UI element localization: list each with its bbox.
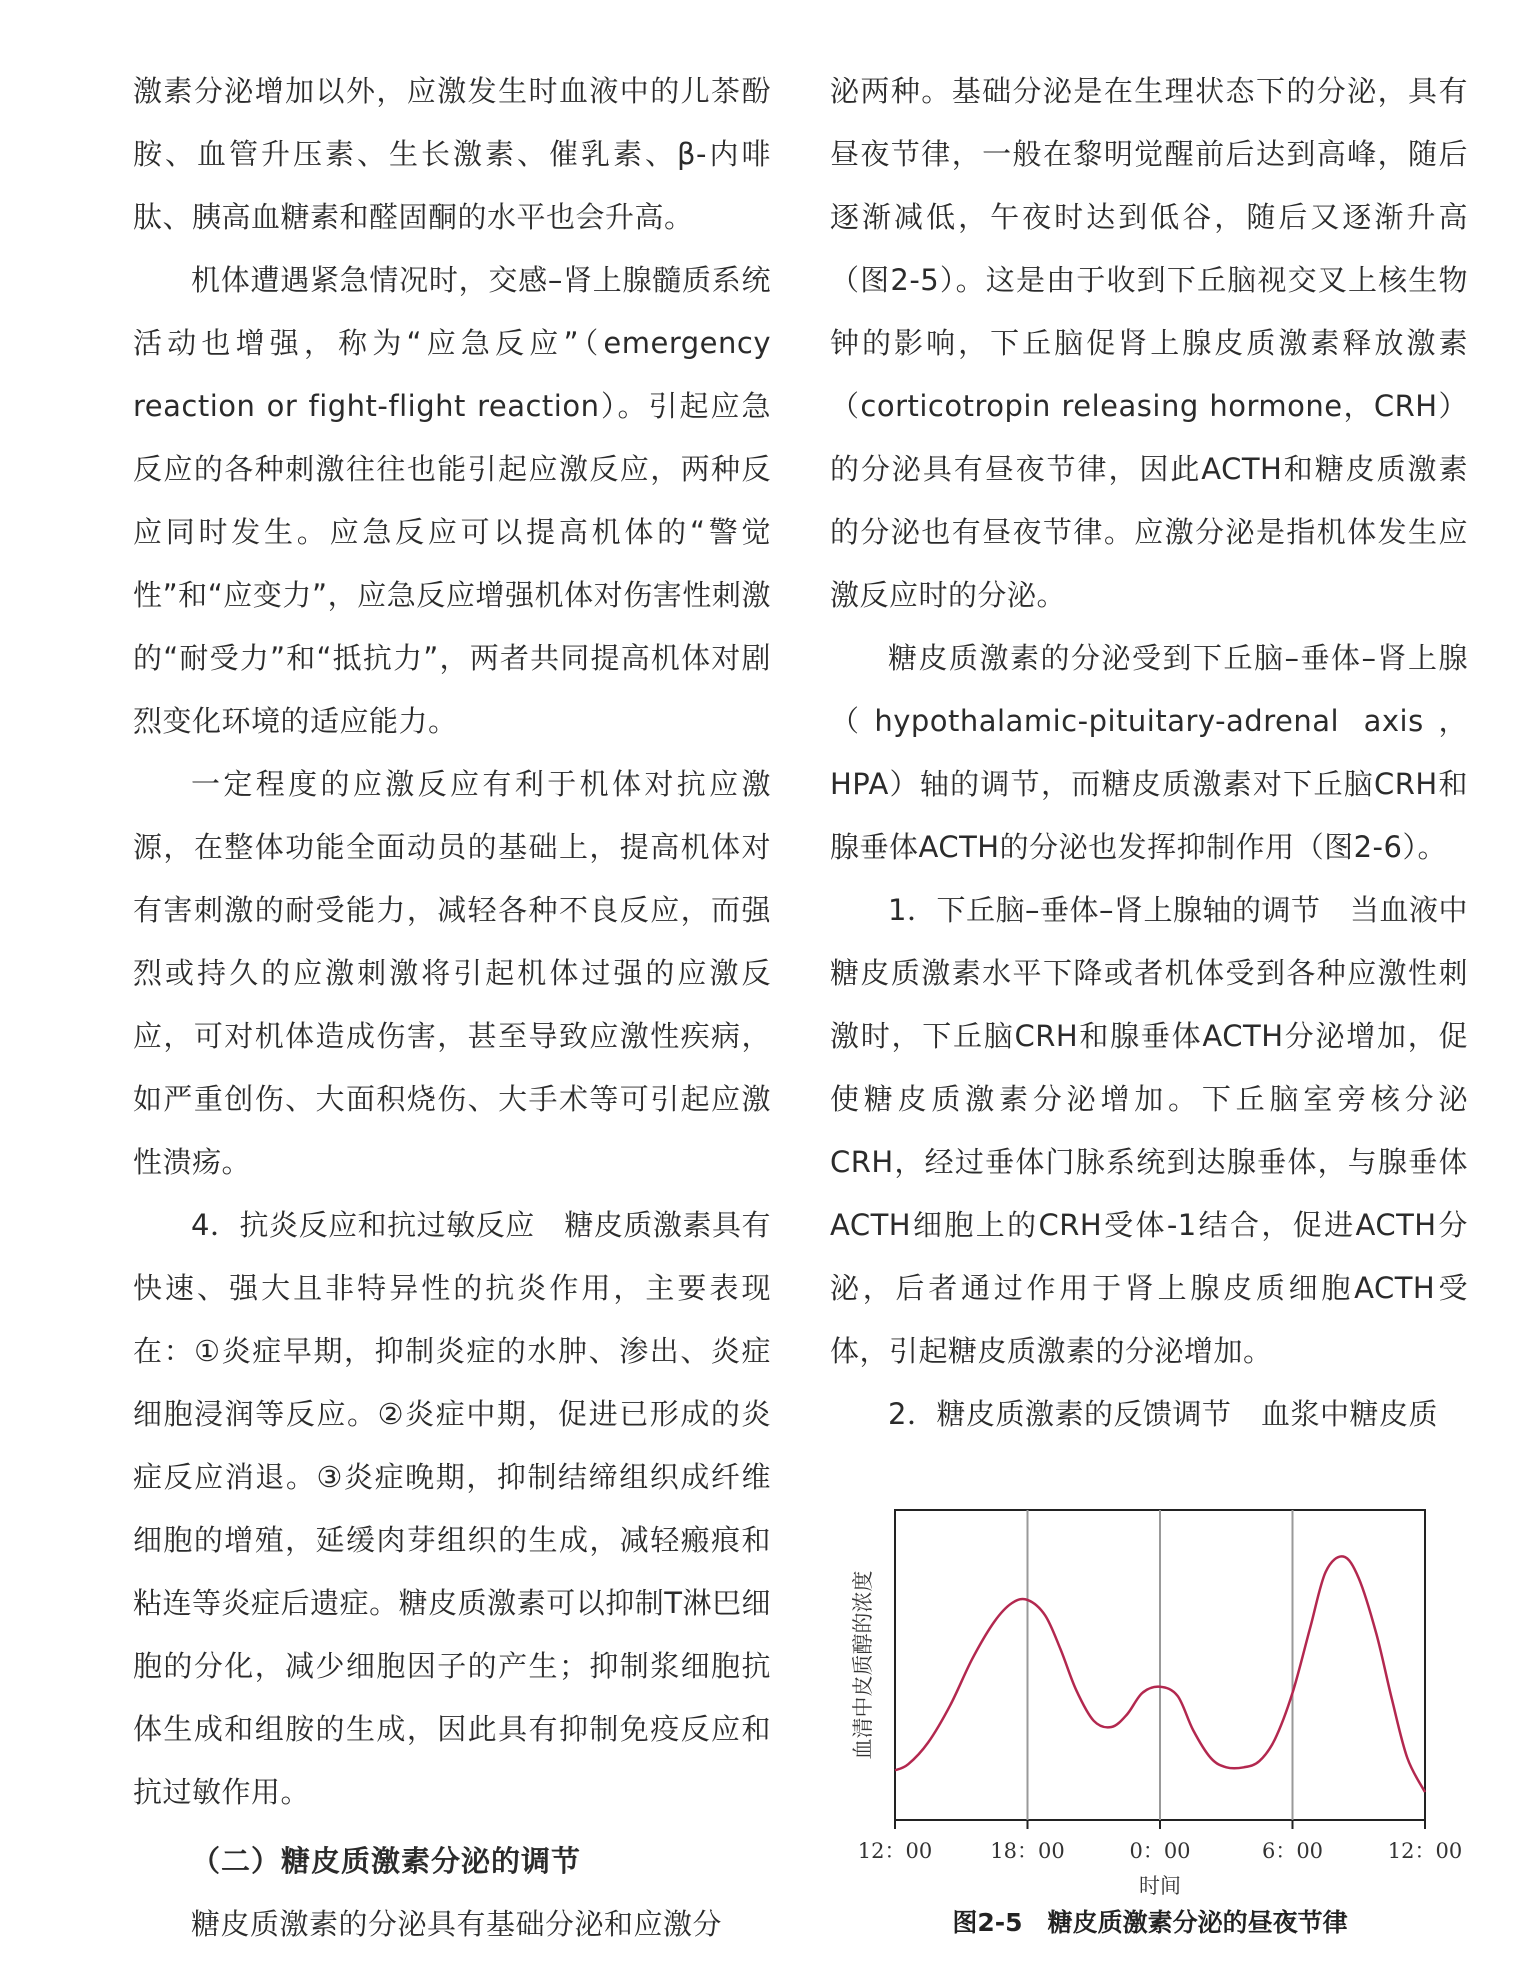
x-tick-label: 6：00: [1261, 1839, 1324, 1863]
paragraph: 4．抗炎反应和抗过敏反应 糖皮质激素具有快速、强大且非特异性的抗炎作用，主要表现在：①炎症早期，抑制炎症的水肿、渗出、炎症细胞浸润等反应。②炎症中期，促进已形成的炎症反应消退。③炎症晚期，抑制结缔组织成纤维细胞的增殖，延缓肉芽组织的生成，减轻瘢痕和粘连等炎症后遗症。糖皮质激素可以抑制T淋巴细胞的分化，减少细胞因子的产生；抑制浆细胞抗体生成和组胺的生成，因此具有抑制免疫反应和抗过敏作用。: [133, 1208, 771, 1809]
right-column: [830, 60, 1468, 1446]
figure-caption: 图2-5 糖皮质激素分泌的昼夜节律: [952, 1908, 1348, 1937]
paragraph: 一定程度的应激反应有利于机体对抗应激源，在整体功能全面动员的基础上，提高机体对有害刺激的耐受能力，减轻各种不良反应，而强烈或持久的应激刺激将引起机体过强的应激反应，可对机体造成伤害，甚至导致应激性疾病，如严重创伤、大面积烧伤、大手术等可引起应激性溃疡。: [133, 767, 771, 1179]
paragraph: 泌两种。基础分泌是在生理状态下的分泌，具有昼夜节律，一般在黎明觉醒前后达到高峰，随后逐渐减低，午夜时达到低谷，随后又逐渐升高（图2-5）。这是由于收到下丘脑视交叉上核生物钟的影响，下丘脑促肾上腺皮质激素释放激素（corticotropin releasing hormone，CRH）的分泌具有昼夜节律，因此ACTH和糖皮质激素的分泌也有昼夜节律。应激分泌是指机体发生应激反应时的分泌。: [830, 74, 1468, 612]
left-column: [133, 60, 771, 1956]
figure-cortisol-rhythm: [830, 1480, 1470, 1900]
paragraph: 激素分泌增加以外，应激发生时血液中的儿茶酚胺、血管升压素、生长激素、催乳素、β-内啡肽、胰高血糖素和醛固酮的水平也会升高。: [133, 74, 771, 234]
paragraph: 1．下丘脑–垂体–肾上腺轴的调节 当血液中糖皮质激素水平下降或者机体受到各种应激性刺激时，下丘脑CRH和腺垂体ACTH分泌增加，促使糖皮质激素分泌增加。下丘脑室旁核分泌CRH，经过垂体门脉系统到达腺垂体，与腺垂体ACTH细胞上的CRH受体-1结合，促进ACTH分泌，后者通过作用于肾上腺皮质细胞ACTH受体，引起糖皮质激素的分泌增加。: [830, 893, 1468, 1368]
paragraph: 糖皮质激素的分泌受到下丘脑–垂体–肾上腺（hypothalamic-pituitary-adrenal axis，HPA）轴的调节，而糖皮质激素对下丘脑CRH和腺垂体ACTH的分泌也发挥抑制作用（图2-6）。: [830, 641, 1468, 864]
paragraph: 机体遭遇紧急情况时，交感–肾上腺髓质系统活动也增强，称为“应急反应”（emergency reaction or fight-flight reaction）。引起应急反应的各种刺激往往也能引起应激反应，两种反应同时发生。应急反应可以提高机体的“警觉性”和“应变力”，应急反应增强机体对伤害性刺激的“耐受力”和“抵抗力”，两者共同提高机体对剧烈变化环境的适应能力。: [133, 263, 771, 738]
x-tick-label: 18：00: [990, 1839, 1065, 1863]
x-axis-title: 时间: [1139, 1874, 1181, 1898]
paragraph: 2．糖皮质激素的反馈调节 血浆中糖皮质: [888, 1397, 1438, 1431]
section-heading: （二）糖皮质激素分泌的调节: [191, 1844, 582, 1878]
x-tick-label: 12：00: [1387, 1839, 1463, 1863]
line-chart: [830, 1480, 1470, 1900]
paragraph: 糖皮质激素的分泌具有基础分泌和应激分: [191, 1907, 723, 1941]
x-tick-label: 12：00: [857, 1839, 933, 1863]
x-tick-label: 0：00: [1129, 1839, 1191, 1863]
y-axis-title: 血清中皮质醇的浓度: [851, 1570, 875, 1760]
